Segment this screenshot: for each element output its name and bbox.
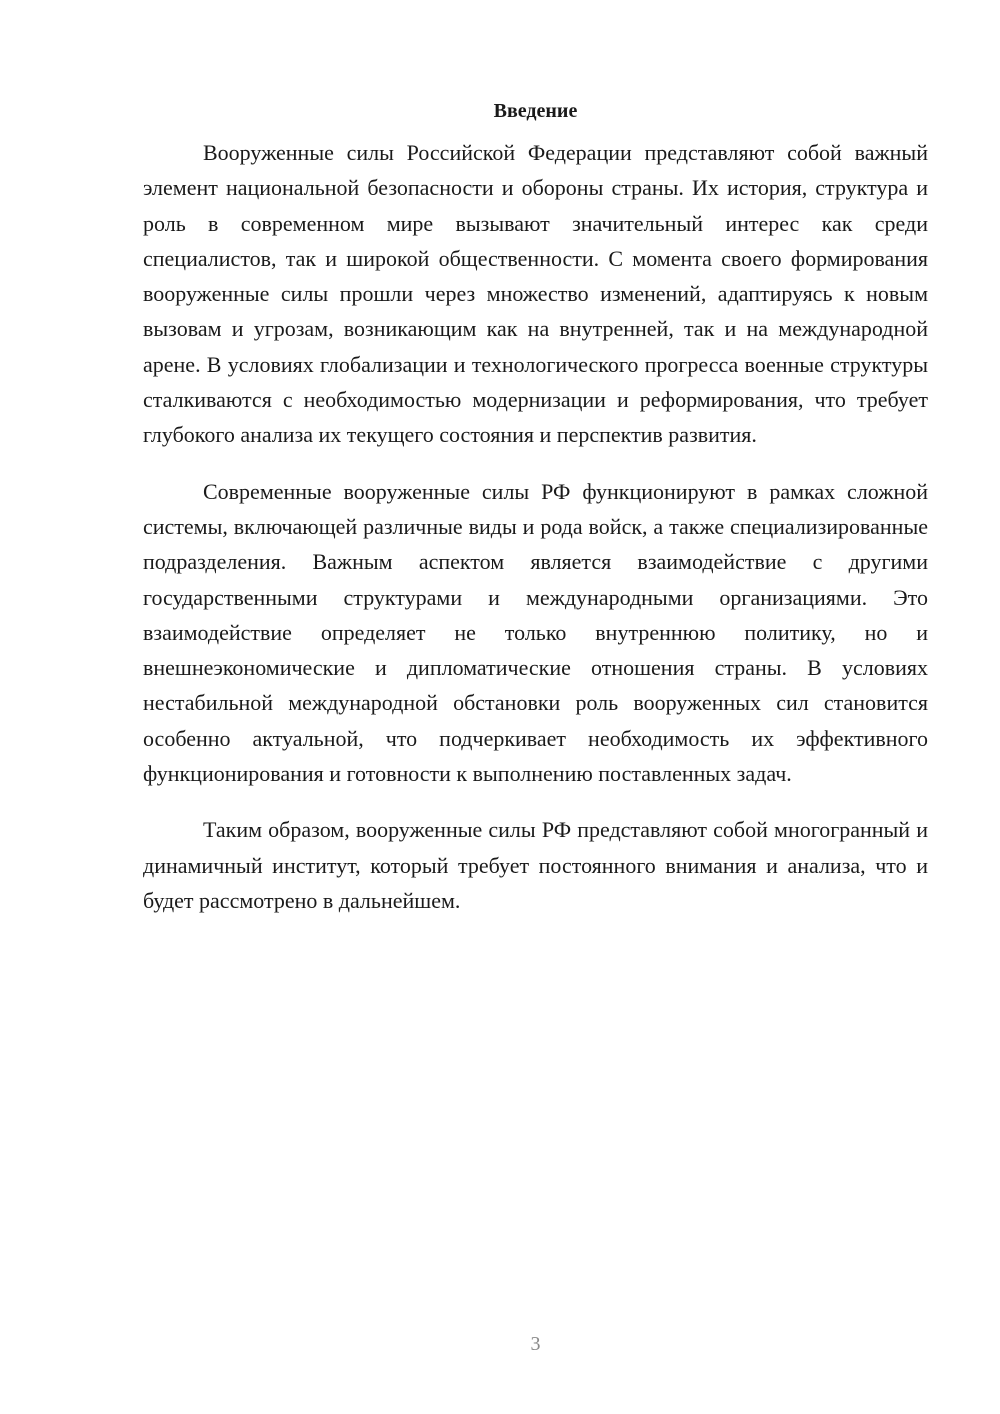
paragraph-3: Таким образом, вооруженные силы РФ представляют собой многогранный и динамичный институт, который требует постоянного внимания и анализа, что и будет рассмотрено в дальнейшем. — [143, 817, 928, 913]
page-content — [143, 94, 928, 939]
page-number: 3 — [530, 1333, 541, 1355]
section-title: Введение — [493, 100, 578, 122]
paragraph-2: Современные вооруженные силы РФ функционируют в рамках сложной системы, включающей различные виды и рода войск, а также специализированные подразделения. Важным аспектом является взаимодействие с другими государственными структурами и международными организациями. Это взаимодействие определяет не только внутреннюю политику, но и внешнеэкономические и дипломатические отношения страны. В условиях нестабильной международной обстановки роль вооруженных сил становится особенно актуальной, что подчеркивает необходимость их эффективного функционирования и готовности к выполнению поставленных задач. — [143, 478, 928, 787]
paragraph-1: Вооруженные силы Российской Федерации представляют собой важный элемент национальной безопасности и обороны страны. Их история, структура и роль в современном мире вызывают значительный интерес как среди специалистов, так и широкой общественности. С момента своего формирования вооруженные силы прошли через множество изменений, адаптируясь к новым вызовам и угрозам, возникающим как на внутренней, так и на международной арене. В условиях глобализации и технологического прогресса военные структуры сталкиваются с необходимостью модернизации и реформирования, что требует глубокого анализа их текущего состояния и перспектив развития. — [143, 140, 928, 448]
